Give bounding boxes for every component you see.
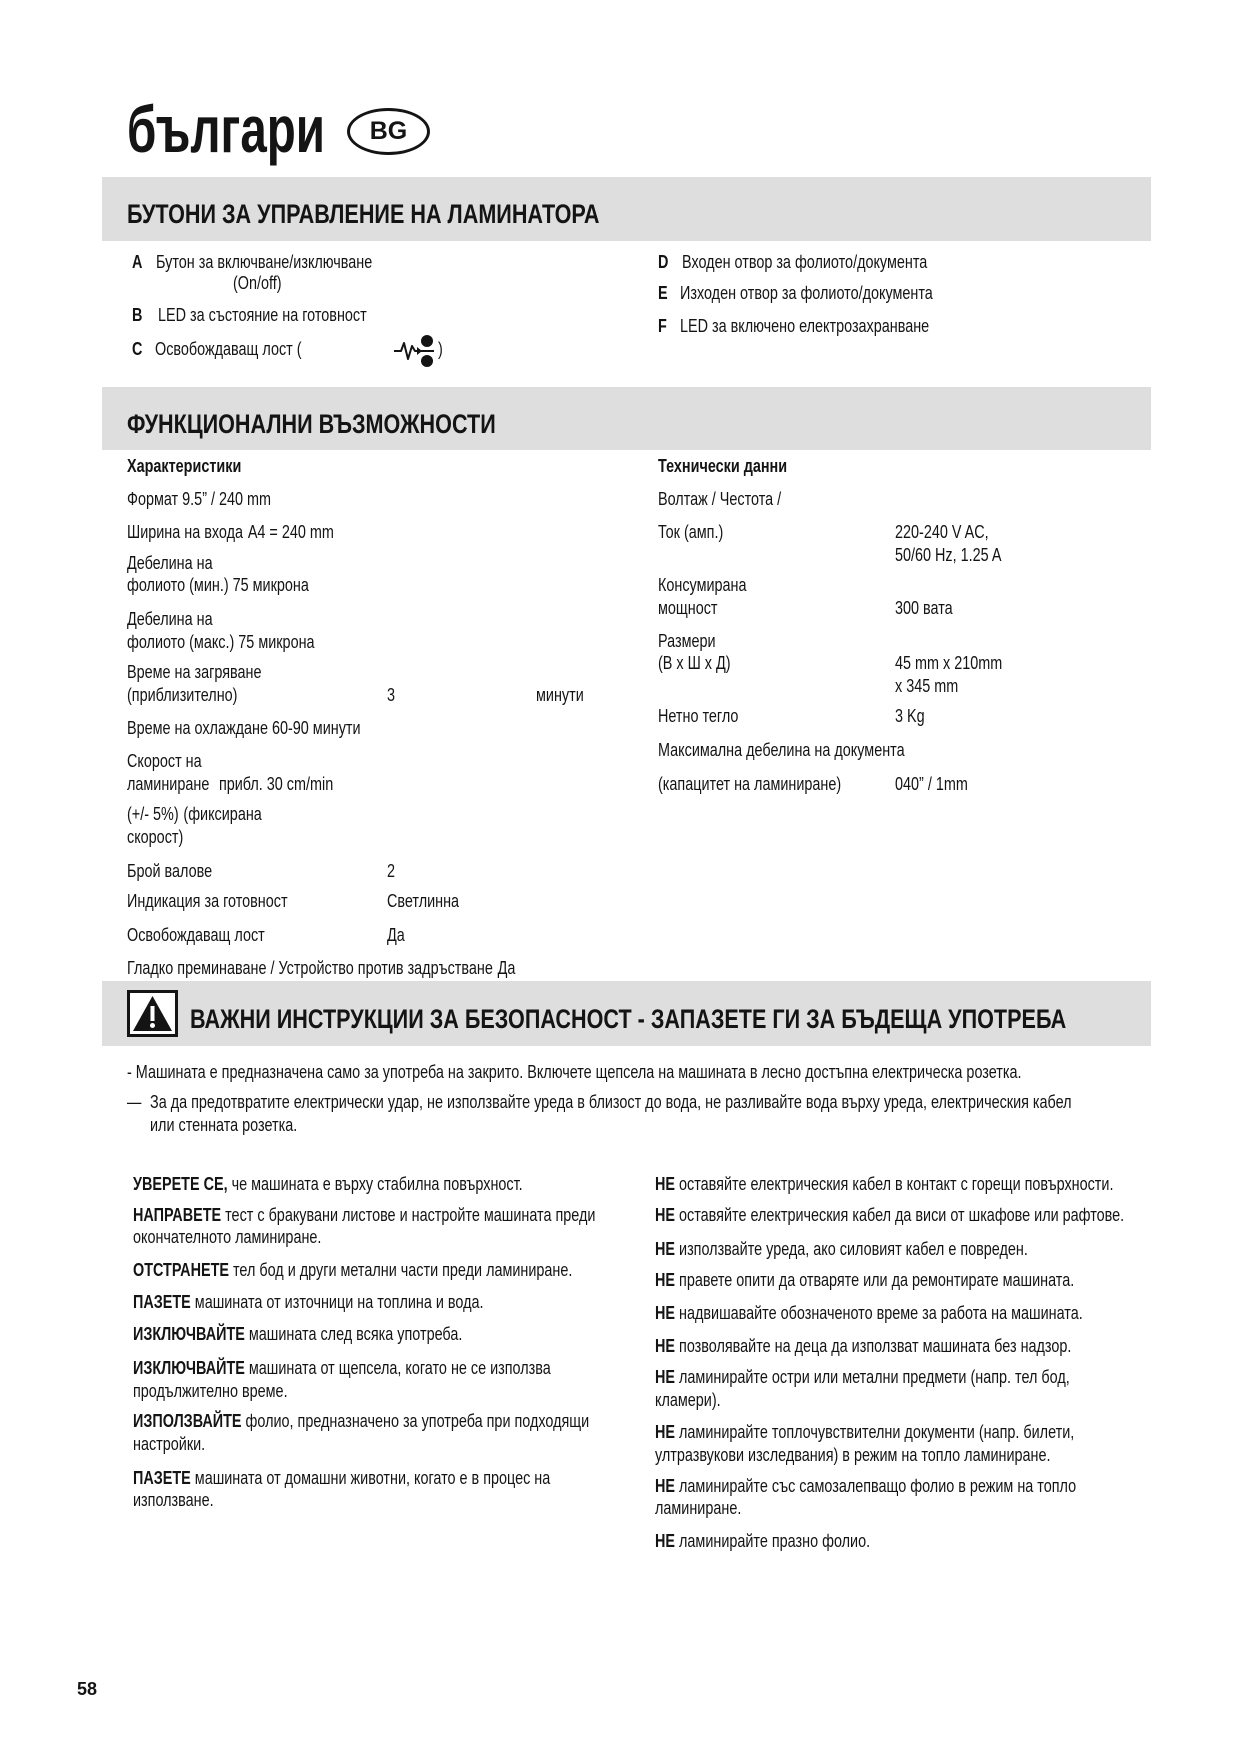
release-lever-icon: [393, 333, 434, 367]
spec-row-format: [127, 488, 271, 510]
safety-dont-text: ламинирайте остри или метални предмети (напр. тел бод,: [679, 1367, 1070, 1387]
safety-dont-item: [655, 1530, 870, 1552]
safety-do-text: тест с бракувани листове и настройте машината преди: [225, 1205, 596, 1225]
safety-do-text: фолио, предназначено за употреба при подходящи: [245, 1411, 590, 1431]
spec-value: 9.5” / 240 mm: [182, 489, 272, 509]
safety-do-text: машината от щепсела, когато не се използва: [248, 1358, 551, 1378]
tech-label-power-continued: мощност: [658, 598, 718, 618]
safety-dont-item: [655, 1421, 1074, 1443]
safety-dont-keyword: НЕ: [655, 1476, 676, 1496]
spec-label: Гладко преминаване / Устройство против задръстване: [127, 958, 493, 978]
safety-do-item: [133, 1291, 484, 1313]
tech-value-weight: 3 Kg: [895, 706, 925, 726]
control-label-d: Входен отвор за фолиото/документа: [682, 252, 928, 272]
safety-dont-text: оставяйте електрическия кабел да виси от шкафове или рафтове.: [679, 1205, 1125, 1225]
safety-dont-item: [655, 1366, 1070, 1388]
control-label-a-continued: (On/off): [233, 273, 282, 293]
spec-value: 75 микрона: [238, 632, 315, 652]
spec-value-release-lever: Да: [387, 925, 405, 945]
safety-do-keyword: ПАЗЕТЕ: [133, 1468, 191, 1488]
spec-label-film-max: Дебелина на: [127, 609, 213, 629]
tech-label-current: Ток (амп.): [658, 522, 724, 542]
safety-dont-text: оставяйте електрическия кабел в контакт с горещи повърхности.: [679, 1174, 1114, 1194]
safety-dont-text: ламинирайте празно фолио.: [679, 1531, 871, 1551]
spec-value: 60-90 минути: [271, 718, 361, 738]
warning-icon: [127, 990, 178, 1037]
safety-dont-item: [655, 1335, 1071, 1357]
spec-row-anti-jam: [127, 957, 515, 979]
safety-do-keyword: НАПРАВЕТЕ: [133, 1205, 222, 1225]
safety-do-keyword: ПАЗЕТЕ: [133, 1292, 191, 1312]
spec-unit-warmup: минути: [536, 685, 584, 705]
safety-do-item: [133, 1323, 462, 1345]
safety-dont-keyword: НЕ: [655, 1239, 676, 1259]
control-label-a: Бутон за включване/изключване: [156, 252, 373, 272]
safety-do-text-continued: продължително време.: [133, 1381, 288, 1401]
spec-label-ready-indicator: Индикация за готовност: [127, 891, 288, 911]
spec-value: Да: [497, 958, 516, 978]
control-label-b: LED за състояние на готовност: [158, 305, 367, 325]
spec-note: (фиксирана: [183, 804, 262, 824]
safety-dont-text-continued: ламиниране.: [655, 1498, 742, 1518]
spec-label: Ширина на входа: [127, 522, 244, 542]
control-key-b: B: [132, 305, 143, 325]
safety-dont-item: [655, 1302, 1083, 1324]
safety-dont-keyword: НЕ: [655, 1205, 676, 1225]
safety-do-keyword: ИЗПОЛЗВАЙТЕ: [133, 1411, 242, 1431]
safety-dont-keyword: НЕ: [655, 1531, 676, 1551]
spec-label-rollers: Брой валове: [127, 861, 213, 881]
spec-row-speed: [127, 773, 333, 795]
safety-dont-keyword: НЕ: [655, 1367, 676, 1387]
spec-label: Време на охлаждане: [127, 718, 268, 738]
spec-tolerance: (+/- 5%): [127, 804, 179, 824]
safety-dont-text: надвишавайте обозначеното време за работа на машината.: [679, 1303, 1083, 1323]
safety-do-item: [133, 1467, 550, 1489]
safety-dont-item: [655, 1475, 1076, 1497]
spec-value: 75 микрона: [232, 575, 309, 595]
section-heading-controls: БУТОНИ ЗА УПРАВЛЕНИЕ НА ЛАМИНАТОРА: [127, 199, 600, 229]
spec-value: прибл. 30 cm/min: [218, 774, 334, 794]
control-label-c-end: ): [438, 339, 443, 359]
safety-dont-text: ламинирайте със самозалепващо фолио в режим на топло: [679, 1476, 1077, 1496]
spec-value: A4 = 240 mm: [247, 522, 334, 542]
safety-do-text: че машината е върху стабилна повърхност.: [231, 1174, 523, 1194]
safety-dont-text: използвайте уреда, ако силовият кабел е повреден.: [679, 1239, 1028, 1259]
spec-label-film-min: Дебелина на: [127, 553, 213, 573]
page-title: българи: [127, 92, 326, 166]
safety-dont-item: [655, 1204, 1124, 1226]
safety-do-text: машината след всяка употреба.: [248, 1324, 463, 1344]
spec-label: фолиото (мин.): [127, 575, 229, 595]
safety-intro-bullet: —: [127, 1092, 142, 1112]
spec-label: ламиниране: [127, 774, 210, 794]
tech-label-max-thickness: Максимална дебелина на документа: [658, 740, 905, 760]
safety-do-item: [133, 1357, 551, 1379]
safety-do-item: [133, 1204, 595, 1226]
tech-label-max-thickness-continued: (капацитет на ламиниране): [658, 774, 842, 794]
tech-value-voltage-continued: 50/60 Hz, 1.25 A: [895, 545, 1002, 565]
control-label-e: Изходен отвор за фолиото/документа: [680, 283, 933, 303]
control-key-a: A: [132, 252, 143, 272]
safety-dont-keyword: НЕ: [655, 1336, 676, 1356]
spec-row-speed-note: [127, 803, 262, 825]
safety-intro-line-continued: или стенната розетка.: [150, 1115, 298, 1135]
safety-do-text: тел бод и други метални части преди ламиниране.: [233, 1260, 573, 1280]
tech-label-dimensions: Размери: [658, 631, 716, 651]
control-key-e: E: [658, 283, 668, 303]
safety-dont-keyword: НЕ: [655, 1422, 676, 1442]
language-badge: BG: [347, 108, 430, 155]
safety-dont-text: позволявайте на деца да използват машината без надзор.: [679, 1336, 1072, 1356]
safety-dont-keyword: НЕ: [655, 1174, 676, 1194]
tech-label-weight: Нетно тегло: [658, 706, 739, 726]
section-heading-safety: ВАЖНИ ИНСТРУКЦИИ ЗА БЕЗОПАСНОСТ - ЗАПАЗЕТЕ ГИ ЗА БЪДЕЩА УПОТРЕБА: [190, 1004, 1067, 1034]
control-key-d: D: [658, 252, 669, 272]
safety-dont-keyword: НЕ: [655, 1303, 676, 1323]
safety-dont-text-continued: кламери).: [655, 1390, 721, 1410]
characteristics-title: Характеристики: [127, 456, 242, 476]
technical-title: Технически данни: [658, 456, 788, 476]
safety-dont-text-continued: ултразвукови изследвания) в режим на топло ламиниране.: [655, 1445, 1051, 1465]
safety-do-text: машината от домашни животни, когато е в процес на: [194, 1468, 551, 1488]
safety-dont-item: [655, 1238, 1028, 1260]
safety-intro-line: За да предотвратите електрически удар, не използвайте уреда в близост до вода, не разливайте вода върху уреда, електрическия кабел: [150, 1092, 1072, 1112]
tech-label-voltage: Волтаж / Честота /: [658, 489, 782, 509]
spec-label-speed: Скорост на: [127, 751, 202, 771]
safety-do-keyword: УВЕРЕТЕ СЕ,: [133, 1174, 228, 1194]
spec-row-film-min: [127, 574, 309, 596]
safety-intro-line: - Машината е предназначена само за употреба на закрито. Включете щепсела на машината в лесно достъпна електрическа розетка.: [127, 1062, 1022, 1082]
spec-value-rollers: 2: [387, 861, 396, 881]
safety-do-text-continued: настройки.: [133, 1434, 206, 1454]
safety-do-item: [133, 1259, 572, 1281]
safety-do-keyword: ИЗКЛЮЧВАЙТЕ: [133, 1358, 245, 1378]
spec-label-warmup-continued: (приблизително): [127, 685, 238, 705]
tech-value-dimensions-continued: x 345 mm: [895, 676, 959, 696]
safety-dont-keyword: НЕ: [655, 1270, 676, 1290]
safety-dont-item: [655, 1173, 1113, 1195]
safety-do-item: [133, 1410, 589, 1432]
safety-do-keyword: ОТСТРАНЕТЕ: [133, 1260, 229, 1280]
spec-label: фолиото (макс.): [127, 632, 235, 652]
tech-value-max-thickness: 040” / 1mm: [895, 774, 968, 794]
tech-value-power: 300 вата: [895, 598, 953, 618]
tech-value-voltage: 220-240 V AC,: [895, 522, 989, 542]
spec-row-film-max: [127, 631, 315, 653]
tech-label-power: Консумирана: [658, 575, 747, 595]
control-label-f: LED за включено електрозахранване: [680, 316, 930, 336]
control-label-c: Освобождаващ лост (: [155, 339, 302, 359]
spec-label-warmup: Време на загряване: [127, 662, 262, 682]
page-number: 58: [77, 1679, 98, 1699]
spec-value-ready-indicator: Светлинна: [387, 891, 460, 911]
section-heading-features: ФУНКЦИОНАЛНИ ВЪЗМОЖНОСТИ: [127, 409, 496, 439]
spec-label: Формат: [127, 489, 179, 509]
safety-do-text: машината от източници на топлина и вода.: [194, 1292, 484, 1312]
spec-value-warmup: 3: [387, 685, 396, 705]
tech-value-dimensions: 45 mm x 210mm: [895, 653, 1003, 673]
safety-dont-text: правете опити да отваряте или да ремонтирате машината.: [679, 1270, 1075, 1290]
spec-note-continued: скорост): [127, 827, 184, 847]
safety-do-keyword: ИЗКЛЮЧВАЙТЕ: [133, 1324, 245, 1344]
safety-do-item: [133, 1173, 523, 1195]
spec-label-release-lever: Освобождаващ лост: [127, 925, 265, 945]
tech-label-dimensions-continued: (В x Ш x Д): [658, 653, 731, 673]
safety-do-text-continued: използване.: [133, 1490, 214, 1510]
safety-dont-text: ламинирайте топлочувствителни документи (напр. билети,: [679, 1422, 1075, 1442]
control-key-f: F: [658, 316, 667, 336]
safety-do-text-continued: окончателното ламиниране.: [133, 1227, 322, 1247]
safety-dont-item: [655, 1269, 1074, 1291]
spec-row-input-width: [127, 521, 334, 543]
spec-row-cooldown: [127, 717, 361, 739]
control-key-c: C: [132, 339, 143, 359]
